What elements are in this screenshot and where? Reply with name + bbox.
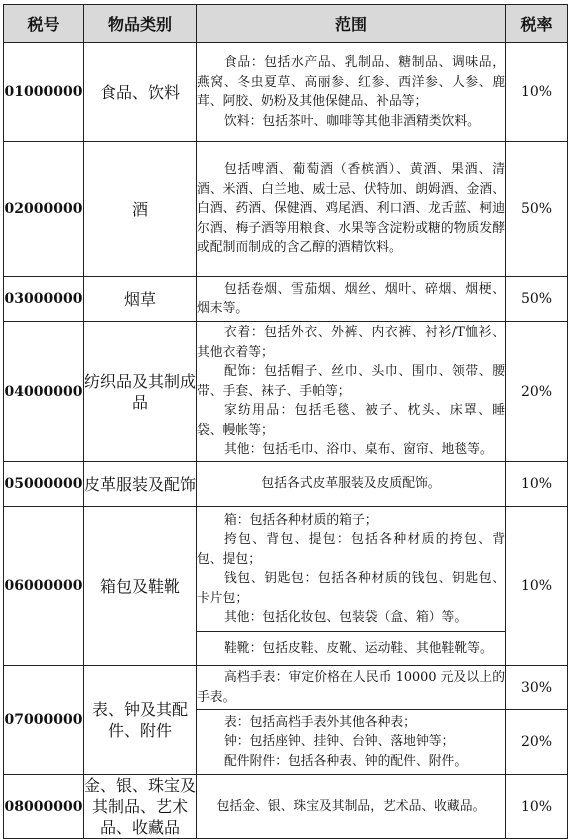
category: 烟草 [84,277,197,322]
header-code: 税号 [4,5,84,43]
scope-line: 高档手表：审定价格在人民币 10000 元及以上的手表。 [197,670,505,705]
scope-line: 挎包、背包、提包：包括各种材质的挎包、背包、提包； [197,532,505,567]
category: 金、银、珠宝及其制品、艺术品、收藏品 [84,776,197,837]
table-row [4,322,568,462]
tax-rate: 10% [506,507,568,666]
scope-line: 其他：包括化妆包、包装袋（盒、箱）等。 [224,610,468,625]
category: 箱包及鞋靴 [84,507,197,666]
tax-code: 03000000 [4,277,84,322]
scope-line: 家纺用品：包括毛毯、被子、枕头、床罩、睡袋、幔帐等； [197,403,505,438]
scope [197,462,506,507]
scope [197,632,506,666]
tax-code: 02000000 [4,142,84,277]
tax-rate: 20% [506,322,568,462]
scope-line: 包括各式皮革服装及皮质配饰。 [261,476,441,492]
tax-rate-table [3,4,568,839]
scope [197,142,506,277]
table-row [4,142,568,277]
scope-line: 包括金、银、珠宝及其制品，艺术品、收藏品。 [216,798,486,814]
tax-code: 01000000 [4,43,84,142]
table-row [4,666,568,710]
tax-code: 05000000 [4,462,84,507]
scope-line: 钟：包括座钟、挂钟、台钟、落地钟等； [224,734,455,750]
header-category: 物品类别 [84,5,197,43]
tax-rate: 10% [506,462,568,507]
table-row [4,507,568,632]
scope-line: 食品：包括水产品、乳制品、糖制品、调味品，燕窝、冬虫夏草、高丽参、红参、西洋参、人参、鹿茸、阿胶、奶粉及其他保健品、补品等； [197,55,505,109]
scope [197,666,506,710]
tax-code: 07000000 [4,666,84,775]
tax-code: 06000000 [4,507,84,666]
category: 纺织品及其制成品 [84,322,197,462]
tax-rate: 50% [506,142,568,277]
scope-line: 衣着：包括外衣、外裤、内衣裤、衬衫/T恤衫、其他衣着等； [197,325,505,360]
tax-rate: 10% [506,43,568,142]
scope-line: 配饰：包括帽子、丝巾、头巾、围巾、领带、腰带、手套、袜子、手帕等； [197,364,505,399]
scope [197,322,506,462]
category: 食品、饮料 [84,43,197,142]
scope-line: 配件附件：包括各种表、钟的配件、附件。 [224,753,468,769]
tax-code: 04000000 [4,322,84,462]
scope-line: 箱：包括各种材质的箱子； [224,512,378,528]
scope [197,277,506,322]
table-row [4,775,568,839]
header-rate: 税率 [506,5,568,43]
scope [197,710,506,775]
tax-rate: 50% [506,277,568,322]
scope [197,775,506,839]
category: 酒 [84,142,197,277]
scope-line: 包括啤酒、葡萄酒（香槟酒）、黄酒、果酒、清酒、米酒、白兰地、威士忌、伏特加、朗姆酒、金酒、白酒、药酒、保健酒、鸡尾酒、利口酒、龙舌蓝、柯迪尔酒、梅子酒等用粮食、水果等含淀粉或糖的物质发酵或配制而制成的含乙醇的酒精饮料。 [197,162,505,256]
scope-line: 钱包、钥匙包：包括各种材质的钱包、钥匙包、卡片包； [197,571,505,606]
table-row [4,462,568,507]
scope-line: 鞋靴：包括皮鞋、皮靴、运动鞋、其他鞋靴等。 [224,640,493,656]
tax-rate: 20% [506,710,568,775]
scope-line: 包括卷烟、雪茄烟、烟丝、烟叶、碎烟、烟梗、烟末等。 [197,281,505,316]
category: 皮革服装及配饰 [84,462,197,507]
scope-line: 其他：包括毛巾、浴巾、桌布、窗帘、地毯等。 [224,442,493,458]
tax-rate: 10% [506,775,568,839]
table-row [4,43,568,142]
table-row [4,277,568,322]
scope [197,43,506,142]
tax-code: 08000000 [4,775,84,839]
table-header-row [4,5,568,43]
tax-rate: 30% [506,666,568,710]
scope [197,507,506,632]
category: 表、钟及其配件、附件 [84,666,197,775]
scope-line: 表：包括高档手表外其他各种表； [224,714,416,730]
header-scope: 范围 [197,5,506,43]
scope-line: 饮料：包括茶叶、咖啡等其他非酒精类饮料。 [224,113,480,129]
